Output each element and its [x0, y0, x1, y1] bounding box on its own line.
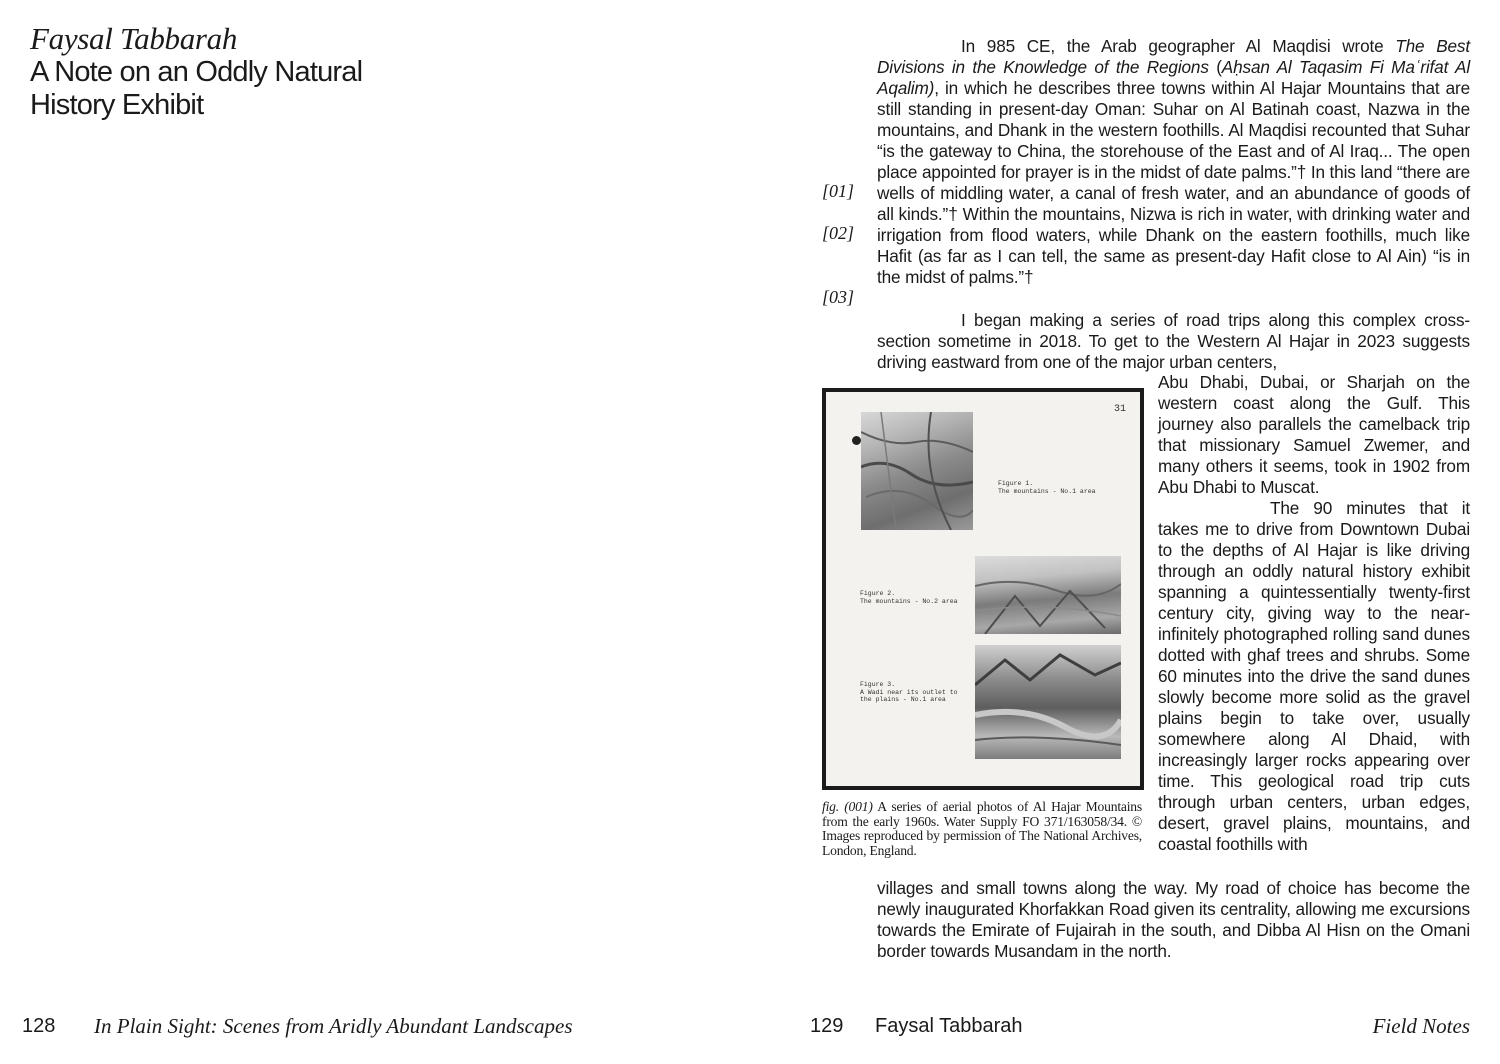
paragraph-1-text-c: ( [1208, 57, 1222, 77]
paragraph-2-top: I began making a series of road trips along this complex cross-section sometime in 2018. To get to the Western Al Hajar in 2023 suggests driving eastward from one of the major urban centers, [877, 310, 1470, 372]
paragraph-3-bottom: villages and small towns along the way. My road of choice has become the newly inaugurated Khorfakkan Road given its centrality, allowing me excursions towards the Emirate of Fujairah in the south, and Dibba Al Hisn on the Omani border towards Musandam in the north. [877, 878, 1470, 961]
essay-title [30, 56, 450, 122]
left-page-number: 128 [22, 1015, 56, 1037]
aerial-photo-2 [975, 556, 1121, 634]
paragraph-3-side: The 90 minutes that it takes me to drive from Downtown Dubai to the depths of Al Hajar is like driving through an oddly natural history exhibit spanning a quintessentially twenty-first century city, giving way to the near-infinitely photographed rolling sand dunes dotted with ghaf trees and shrubs. Some 60 minutes into the drive the sand dunes slowly become more solid as the gravel plains begin to take over, usually somewhere along Al Dhaid, with increasingly larger rocks appearing over time. This geological road trip cuts through urban centers, urban edges, desert, gravel plains, mountains, and coastal foothills with [1158, 498, 1470, 854]
paragraph-1 [877, 36, 1470, 288]
figure-caption-text: A series of aerial photos of Al Hajar Mountains from the early 1960s. Water Supply FO 371/163058/34. © Images reproduced by permission of The National Archives, London, England. [822, 799, 1142, 858]
arabic-book-title: Aḥsan Al Taqasim Fi Maʿrifat Al Aqalim) [877, 57, 1470, 98]
archival-document-sheet [826, 392, 1140, 786]
book-title: The Best Divisions in the Knowledge of the Regions [877, 36, 1470, 77]
aerial-photo-1 [861, 412, 973, 530]
note-ref-03: [03] [822, 287, 855, 307]
author-name: Faysal Tabbarah [30, 21, 238, 56]
right-running-section: Field Notes [1372, 1014, 1470, 1038]
paragraph-1-text-a: In 985 CE, the Arab geographer Al Maqdisi wrote [961, 36, 1396, 56]
typed-caption-1: Figure 1. The mountains - No.1 area [998, 480, 1096, 495]
archival-figure [822, 388, 1144, 790]
note-ref-01: [01] [822, 181, 855, 201]
archive-page-number: 31 [1113, 404, 1126, 415]
essay-title-line-1: A Note on an Oddly Natural [30, 56, 363, 88]
aerial-photo-3 [975, 645, 1121, 759]
figure-caption [822, 800, 1142, 858]
left-running-title: In Plain Sight: Scenes from Aridly Abundant Landscapes [94, 1014, 573, 1038]
right-page-number: 129 [810, 1015, 844, 1037]
note-ref-02: [02] [822, 223, 855, 243]
paragraph-2-side: Abu Dhabi, Dubai, or Sharjah on the western coast along the Gulf. This journey also parallels the camelback trip that missionary Samuel Zwemer, and many others it seems, took in 1902 from Abu Dhabi to Muscat. [1158, 372, 1470, 497]
punch-hole [852, 436, 861, 445]
right-running-author: Faysal Tabbarah [875, 1015, 1023, 1037]
figure-caption-label: fig. (001) [822, 799, 873, 814]
paragraph-1-text-e: , in which he describes three towns within Al Hajar Mountains that are still standing in present-day Oman: Suhar on Al Batinah coast, Nazwa in the mountains, and Dhank in the western foothills. Al Maqdisi recounted that Suhar “is the gateway to China, the storehouse of the East and of Al Iraq... The open place appointed for prayer is in the midst of date palms.”† In this land “there are wells of middling water, a canal of fresh water, and an abundance of goods of all kinds.”† Within the mountains, Nizwa is rich in water, with drinking water and irrigation from flood waters, while Dhank on the eastern foothills, much like Hafit (as far as I can tell, the same as present-day Hafit close to Al Ain) “is in the midst of palms.”† [877, 78, 1470, 287]
essay-title-line-2: History Exhibit [30, 89, 204, 121]
typed-caption-2: Figure 2. The mountains - No.2 area [860, 590, 958, 605]
typed-caption-3: Figure 3. A Wadi near its outlet to the plains - No.1 area [860, 681, 958, 703]
